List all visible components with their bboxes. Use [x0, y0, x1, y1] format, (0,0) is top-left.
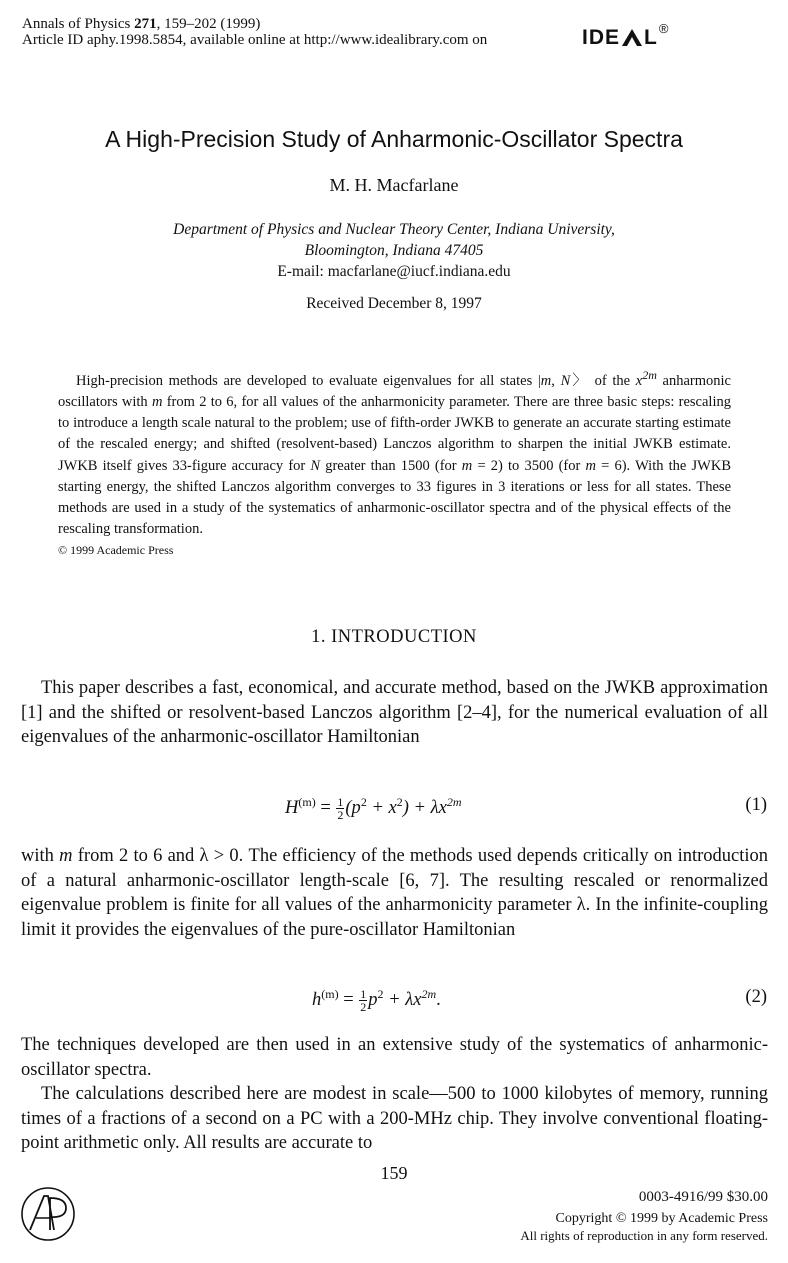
paper-title: A High-Precision Study of Anharmonic-Oscillator Spectra — [105, 126, 683, 152]
ideal-arrow-icon — [621, 27, 643, 49]
author-email: E-mail: macfarlane@iucf.indiana.edu — [277, 263, 511, 280]
affiliation — [0, 219, 788, 282]
affiliation-line-2: Bloomington, Indiana 47405 — [304, 242, 484, 259]
ideal-logo: IDE L ® — [582, 20, 670, 49]
footer-copyright: Copyright © 1999 by Academic Press — [555, 1211, 768, 1226]
paragraph-1: This paper describes a fast, economical, and accurate method, based on the JWKB approximation [1] and the shifted or resolvent-based Lanczos algorithm [2–4], for the numerical evaluation of all eigenvalues of the anharmonic-oscillator Hamiltonian — [21, 678, 768, 748]
equation-2-formula: $h^{(m)}$ = $\frac{1}{2}$ $p^2 + \lambda x^{2m}$. — [312, 987, 441, 1015]
copyright-footer — [520, 1189, 768, 1244]
journal-citation: Annals of Physics 271, 159–202 (1999) — [22, 16, 261, 32]
journal-header — [22, 16, 487, 48]
section-heading: 1. INTRODUCTION — [311, 627, 477, 647]
abstract-text: High-precision methods are developed to evaluate eigenvalues for all states |m, N〉 of the $x^{2m}$ anharmonic oscillators with m from 2 to 6, for all values of the anharmonicity parameter. There are three basic steps: rescaling to introduce a length scale natural to the problem; use of fifth-order JWKB to generate an accurate starting estimate of the rescaled energy; and shifted (resolvent-based) Lanczos algorithm to sharpen the initial JWKB estimate. JWKB itself gives 33-figure accuracy for N greater than 1500 (for m = 2) to 3500 (for m = 6). With the JWKB starting energy, the shifted Lanczos algorithm converges to 33 figures in 3 iterations or less for all states. These methods are used in a study of the systematics of anharmonic-oscillator spectra and of the physical effects of the rescaling transformation. — [58, 368, 731, 538]
paragraph-4: The calculations described here are modest in scale—500 to 1000 kilobytes of memory, running times of a fractions of a second on a PC with a 200-MHz chip. They involve conventional floating-point arithmetic only. All results are accurate to — [21, 1084, 768, 1154]
received-date: Received December 8, 1997 — [306, 295, 482, 312]
equation-1-formula: $H^{(m)}$ = $\frac{1}{2}$ $(p^2 + x^2) + \lambda x^{2m}$ — [285, 795, 462, 823]
paragraph-2: with m from 2 to 6 and λ > 0. The efficiency of the methods used depends critically on introduction of a natural anharmonic-oscillator length-scale [6, 7]. The resulting rescaled or renormalized eigenvalue problem is finite for all values of the anharmonicity parameter λ. In the infinite-coupling limit it provides the eigenvalues of the pure-oscillator Hamiltonian — [21, 846, 769, 940]
affiliation-line-1: Department of Physics and Nuclear Theory Center, Indiana University, — [173, 221, 615, 238]
author-name: M. H. Macfarlane — [329, 175, 459, 195]
page-number: 159 — [380, 1163, 408, 1183]
abstract — [58, 365, 731, 562]
paragraph-3: The techniques developed are then used in an extensive study of the systematics of anharmonic-oscillator spectra. — [21, 1035, 768, 1080]
footer-rights: All rights of reproduction in any form reserved. — [520, 1228, 768, 1243]
abstract-copyright: © 1999 Academic Press — [58, 543, 174, 558]
ap-logo-icon — [20, 1186, 76, 1242]
volume-number: 271 — [134, 16, 157, 32]
equation-1-number: (1) — [745, 795, 767, 815]
article-id: Article ID aphy.1998.5854, available online at http://www.idealibrary.com on — [22, 32, 488, 48]
equation-2-number: (2) — [745, 987, 767, 1007]
issn-price: 0003-4916/99 $30.00 — [638, 1189, 768, 1205]
